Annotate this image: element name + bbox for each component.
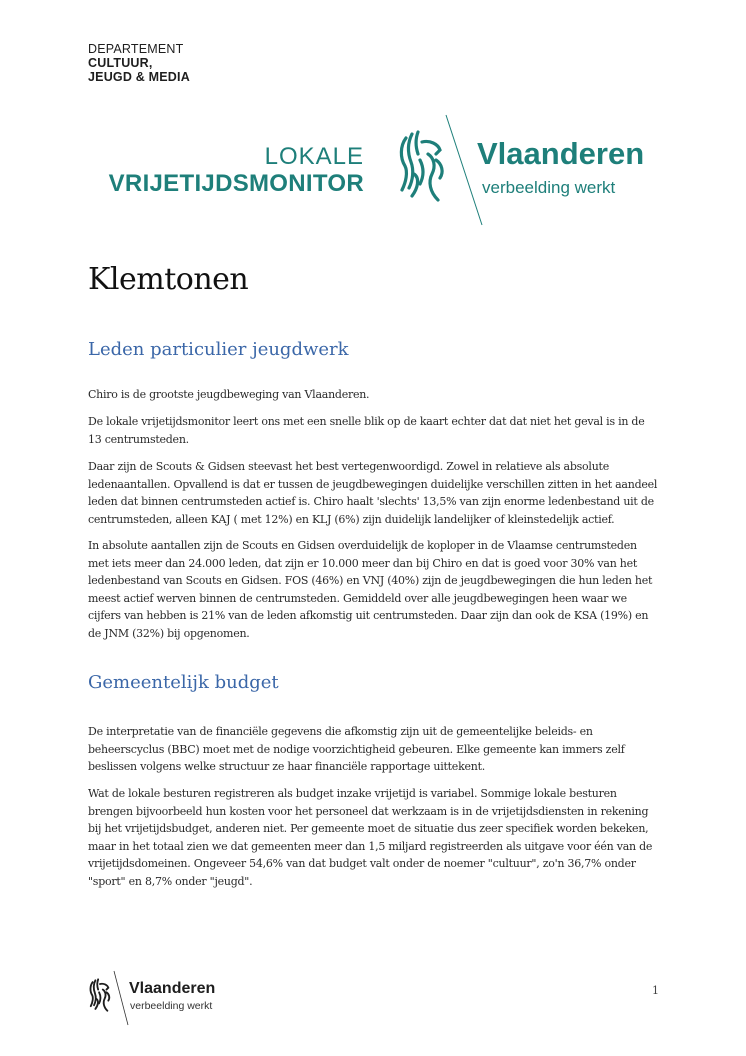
footer-logo-divider (113, 970, 129, 1026)
footer-logo-tagline: verbeelding werkt (130, 1000, 213, 1012)
department-label (88, 42, 190, 84)
section-heading: Gemeentelijk budget (88, 672, 279, 693)
flemish-lion-icon (88, 978, 112, 1014)
paragraph: Daar zijn de Scouts & Gidsen steevast het best vertegenwoordigd. Zowel in relatieve als absolute ledenaantallen. Opvallend is dat er tussen de jeugdbewegingen duidelijke verschillen zitten in het aandeel leden dat binnen centrumsteden actief is. Chiro haalt 'slechts' 13,5% van zijn enorme ledenbestand uit de centrumsteden, alleen KAJ ( met 12%) en KLJ (6%) zijn duidelijk landelijker of kleinstedelijk actief. (88, 460, 658, 526)
vlaanderen-logo-name: Vlaanderen (477, 136, 645, 171)
paragraph: Wat de lokale besturen registreren als budget inzake vrijetijd is variabel. Sommige lokale besturen brengen bijvoorbeeld hun kosten voor het personeel dat werkzaam is in de vrijetijdsdiensten in rekening bij het vrijetijdsbudget, anderen niet. Per gemeente moet de situatie dus zeer specifiek worden bekeken, maar in het totaal zien we dat gemeenten meer dan 1,5 miljard registreerden als uitgave voor één van de vrijetijdsdomeinen. Ongeveer 54,6% van dat budget valt onder de noemer "cultuur", zo'n 36,7% onder "sport" en 8,7% onder "jeugd". (88, 787, 653, 888)
department-line-3: JEUGD & MEDIA (88, 70, 190, 84)
paragraph: De interpretatie van de financiële gegevens die afkomstig zijn uit de gemeentelijke beleids- en beheerscyclus (BBC) moet met de nodige voorzichtigheid gebeuren. Elke gemeente kan immers zelf beslissen volgens welke structuur ze haar financiële rapportage uittekent. (88, 725, 625, 773)
page-number: 1 (652, 984, 659, 997)
vlaanderen-logo-tagline: verbeelding werkt (482, 178, 616, 197)
paragraph: In absolute aantallen zijn de Scouts en Gidsen overduidelijk de koploper in de Vlaamse centrumsteden met iets meer dan 24.000 leden, dat zijn er 10.000 meer dan bij Chiro en dat is goed voor 30% van het ledenbestand van Scouts en Gidsen. FOS (46%) en VNJ (40%) zijn de jeugdbewegingen die hun leden het meest actief werven binnen de centrumsteden. Gemiddeld over alle jeugdbewegingen heen waar we cijfers van hebben is 21% van de leden afkomstig uit centrumsteden. Daar zijn dan ook de KSA (19%) en de JNM (32%) bij opgenomen. (88, 539, 653, 640)
page-title: Klemtonen (88, 262, 249, 297)
flemish-lion-icon (396, 130, 448, 206)
monitor-title (88, 144, 364, 198)
footer-logo-name: Vlaanderen (129, 980, 216, 997)
department-line-2: CULTUUR, (88, 56, 153, 70)
paragraph: Chiro is de grootste jeugdbeweging van Vlaanderen. (88, 388, 370, 401)
paragraph: De lokale vrijetijdsmonitor leert ons met een snelle blik op de kaart echter dat dat niet het geval is in de 13 centrumsteden. (88, 415, 645, 446)
monitor-title-line-2: VRIJETIJDSMONITOR (108, 170, 364, 197)
department-line-1: DEPARTEMENT (88, 42, 184, 56)
monitor-title-line-1: LOKALE (264, 143, 364, 170)
section-heading: Leden particulier jeugdwerk (88, 339, 349, 360)
